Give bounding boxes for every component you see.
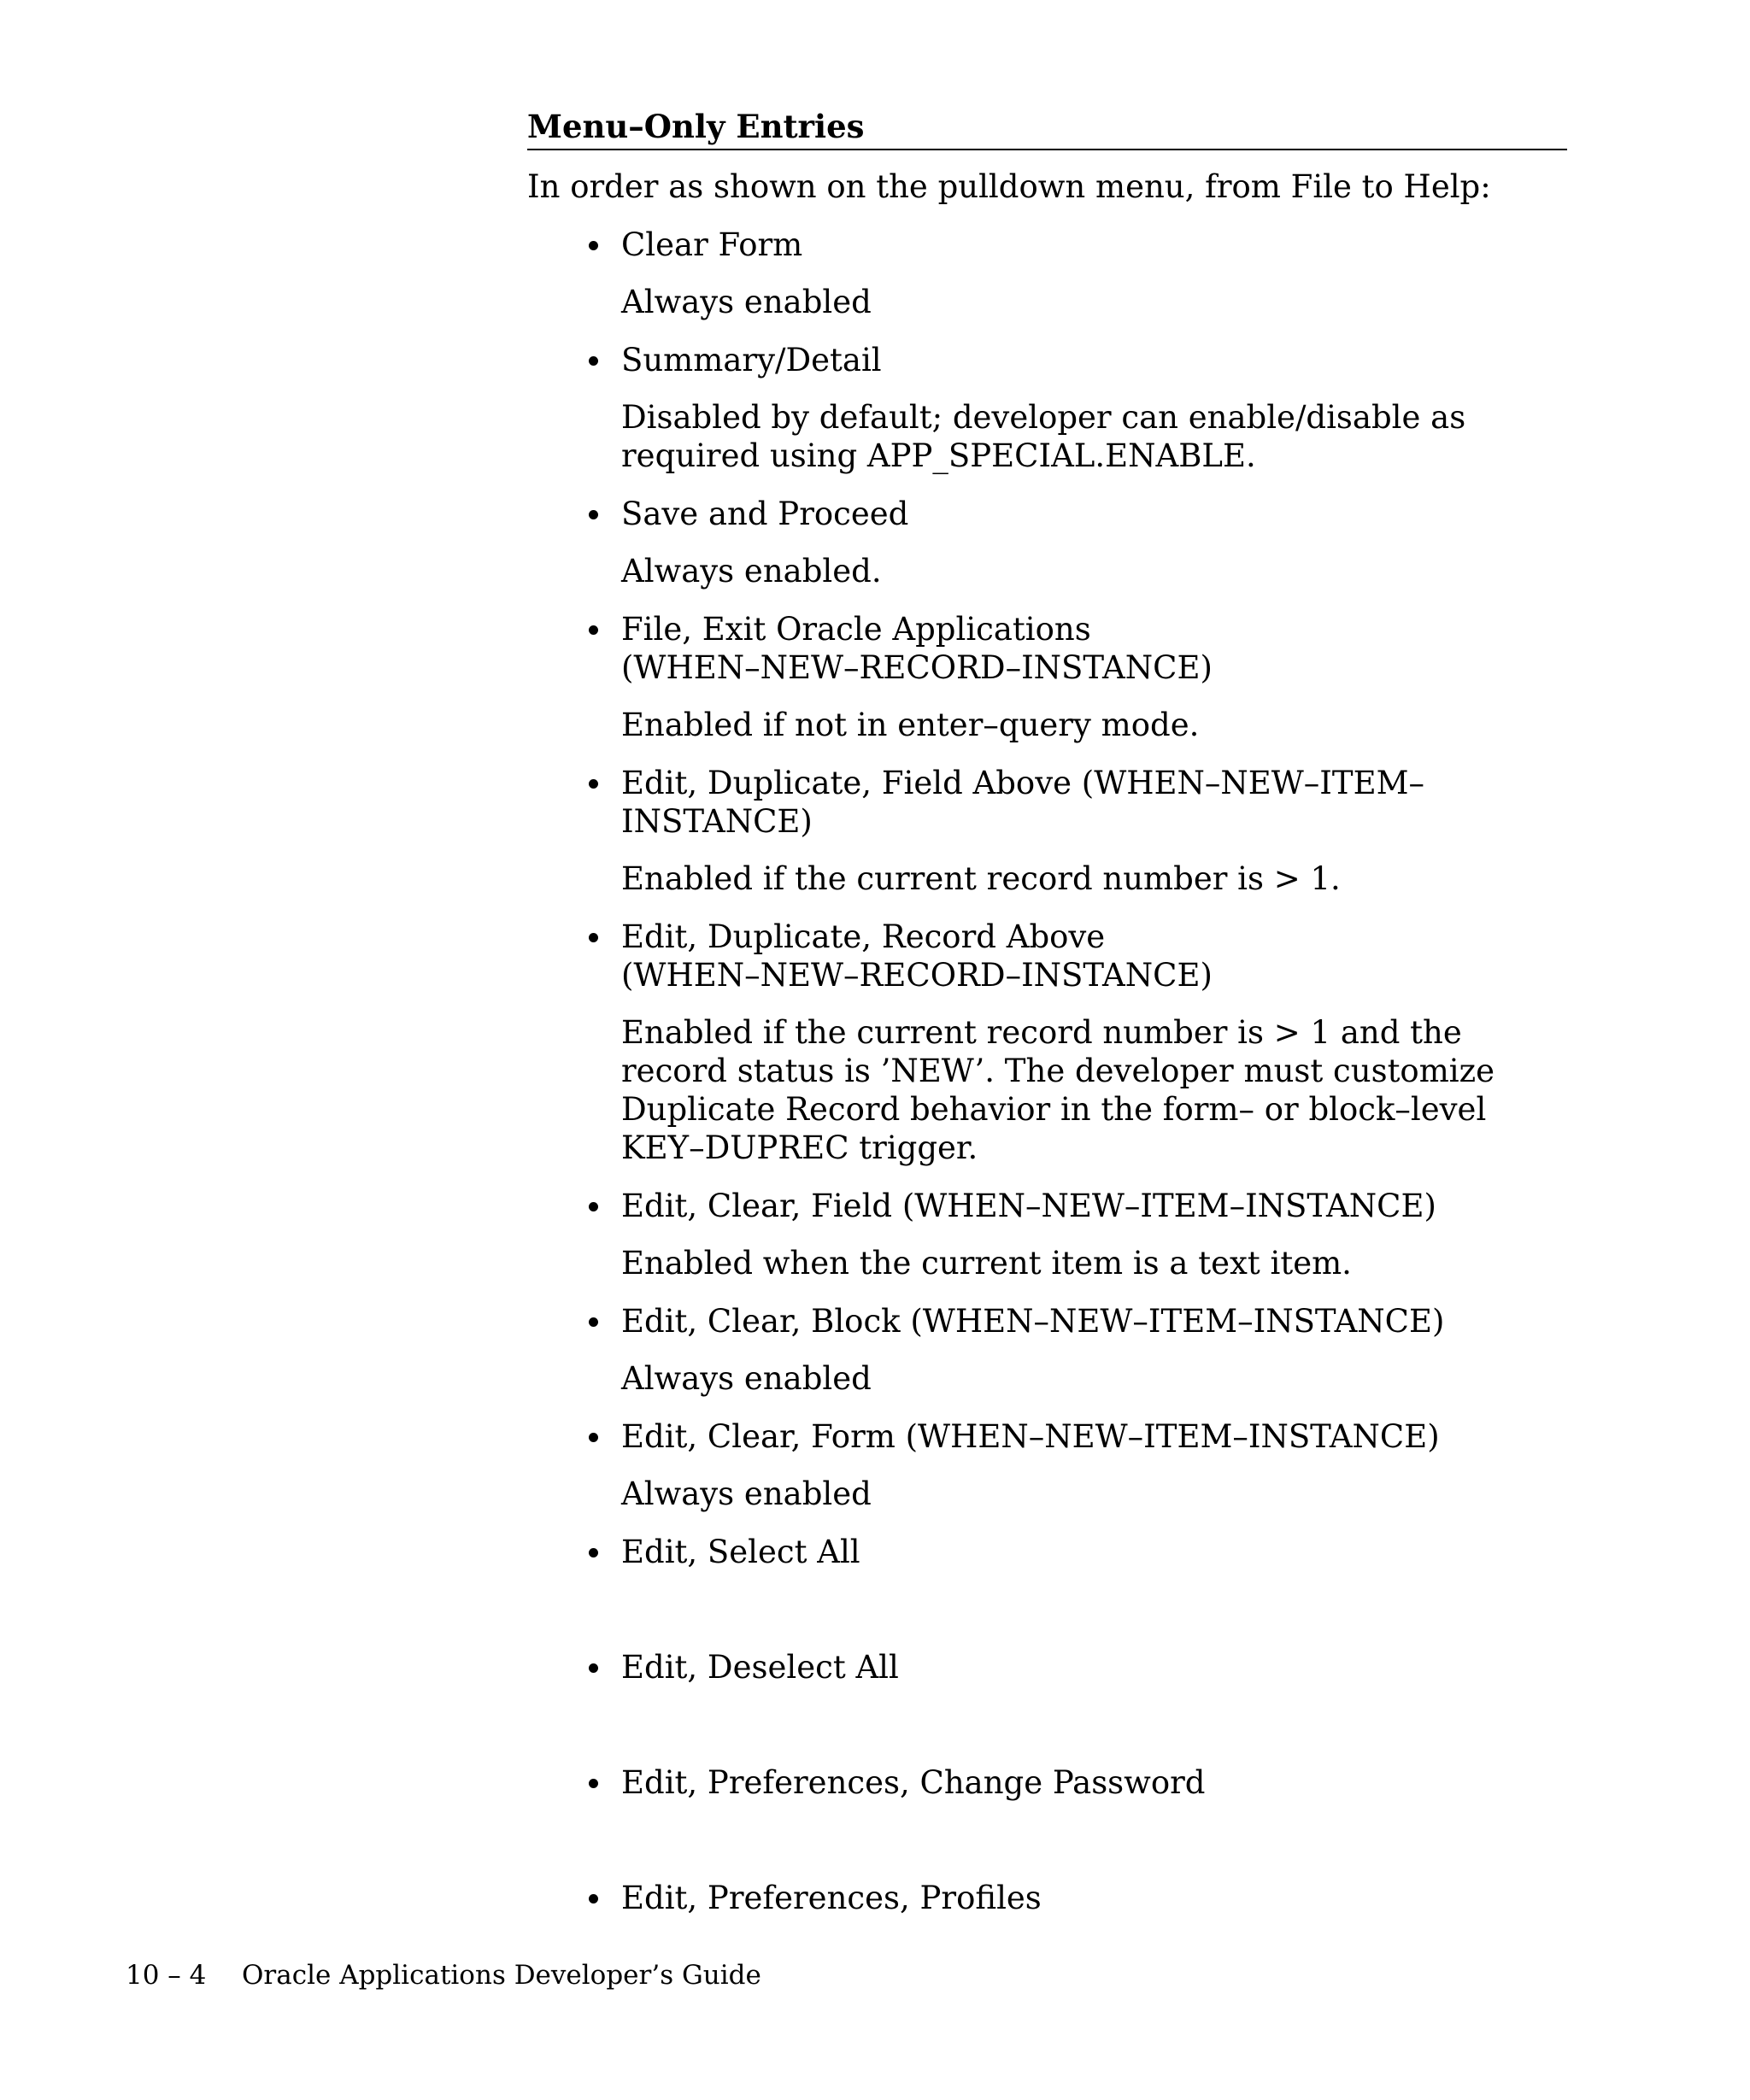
entry-title: Edit, Deselect All <box>621 1648 1567 1686</box>
list-item <box>621 1302 1567 1398</box>
list-item <box>621 918 1567 1167</box>
entry-title: Edit, Preferences, Change Password <box>621 1763 1567 1802</box>
menu-entry-list <box>621 226 1567 1974</box>
entry-title: Summary/Detail <box>621 341 1567 379</box>
entry-description: Always enabled <box>621 1360 872 1398</box>
list-item <box>621 1879 1567 1974</box>
entry-title: File, Exit Oracle Applications (WHEN–NEW–RECORD–INSTANCE) <box>621 610 1567 687</box>
list-item <box>621 495 1567 590</box>
entry-description <box>621 1705 1567 1744</box>
entry-title: Edit, Preferences, Profiles <box>621 1879 1567 1917</box>
list-item <box>621 226 1567 321</box>
entry-description: Always enabled <box>621 1475 872 1513</box>
entry-description <box>621 1936 1567 1974</box>
entry-title: Edit, Select All <box>621 1533 1567 1571</box>
entry-description <box>621 1821 1567 1859</box>
list-item <box>621 764 1567 898</box>
section-heading: Menu–Only Entries <box>527 108 1567 150</box>
list-item <box>621 610 1567 744</box>
entry-title: Edit, Duplicate, Record Above (WHEN–NEW–RECORD–INSTANCE) <box>621 918 1567 994</box>
entry-title: Clear Form <box>621 226 1567 264</box>
entry-description: Enabled if the current record number is > 1. <box>621 860 1341 898</box>
entry-description: Enabled when the current item is a text item. <box>621 1245 1352 1282</box>
list-item <box>621 1533 1567 1628</box>
entry-title: Edit, Clear, Field (WHEN–NEW–ITEM–INSTANCE) <box>621 1187 1567 1225</box>
list-item <box>621 1417 1567 1513</box>
list-item <box>621 1763 1567 1859</box>
entry-title: Edit, Clear, Block (WHEN–NEW–ITEM–INSTANCE) <box>621 1302 1567 1340</box>
page-content <box>527 108 1567 1974</box>
entry-description: Disabled by default; developer can enable/disable as required using APP_SPECIAL.ENABLE. <box>621 399 1466 475</box>
entry-description: Enabled if not in enter–query mode. <box>621 707 1200 744</box>
entry-description <box>621 1590 1567 1628</box>
intro-text: In order as shown on the pulldown menu, from File to Help: <box>527 168 1491 206</box>
list-item <box>621 1187 1567 1282</box>
list-item <box>621 1648 1567 1744</box>
entry-title: Edit, Clear, Form (WHEN–NEW–ITEM–INSTANCE) <box>621 1417 1567 1456</box>
entry-title: Save and Proceed <box>621 495 1567 533</box>
book-title: Oracle Applications Developer’s Guide <box>242 1960 761 1991</box>
list-item <box>621 341 1567 475</box>
entry-description: Always enabled. <box>621 553 882 590</box>
page-footer <box>126 1960 761 1991</box>
entry-title: Edit, Duplicate, Field Above (WHEN–NEW–ITEM–INSTANCE) <box>621 764 1567 841</box>
entry-description: Always enabled <box>621 284 872 321</box>
page-number: 10 – 4 <box>126 1960 207 1991</box>
entry-description: Enabled if the current record number is > 1 and the record status is ’NEW’. The developer must customize Duplicate Record behavior in the form– or block–level KEY–DUPREC trigger. <box>621 1014 1495 1167</box>
